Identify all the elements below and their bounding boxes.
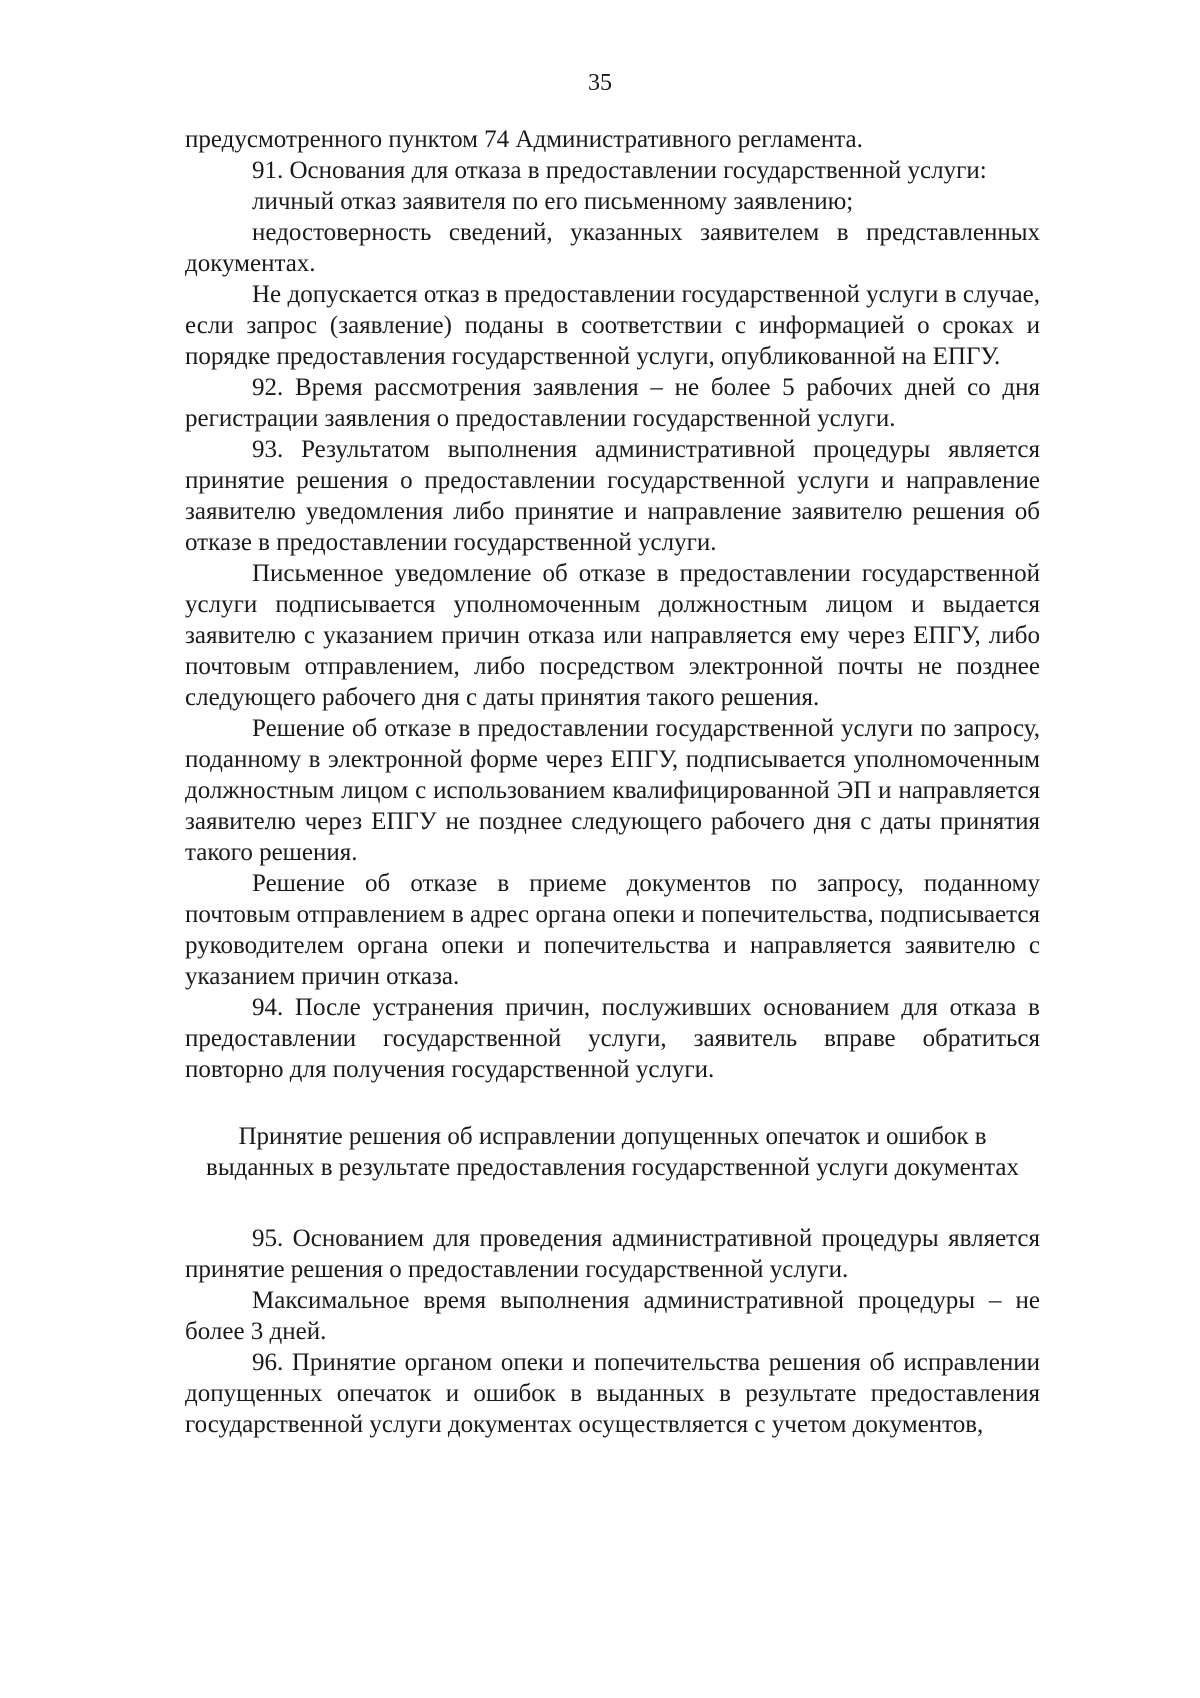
paragraph-no-refusal: Не допускается отказ в предоставлении государственной услуги в случае, если запрос (заявление) поданы в соответствии с информацией о сроках и порядке предоставления государственной услуги, опубликованной на ЕПГУ.	[185, 281, 1040, 370]
paragraph-max-time: Максимальное время выполнения административной процедуры – не более 3 дней.	[185, 1287, 1040, 1345]
paragraph-electronic-refusal: Решение об отказе в предоставлении государственной услуги по запросу, поданному в электронной форме через ЕПГУ, подписывается уполномоченным должностным лицом с использованием квалифицированной ЭП и направляется заявителю через ЕПГУ не позднее следующего рабочего дня с даты принятия такого решения.	[185, 715, 1040, 866]
paragraph-91-item-2: недостоверность сведений, указанных заявителем в представленных документах.	[185, 219, 1040, 277]
paragraph-91-item-1: личный отказ заявителя по его письменному заявлению;	[252, 188, 854, 215]
paragraph-postal-refusal: Решение об отказе в приеме документов по запросу, поданному почтовым отправлением в адрес органа опеки и попечительства, подписывается руководителем органа опеки и попечительства и направляется заявителю с указанием причин отказа.	[185, 870, 1040, 990]
section-heading-line-2: выданных в результате предоставления государственной услуги документах	[206, 1154, 1019, 1181]
paragraph-96: 96. Принятие органом опеки и попечительства решения об исправлении допущенных опечаток и ошибок в выданных в результате предоставления государственной услуги документах осуществляется с учетом документов,	[185, 1349, 1040, 1438]
paragraph-written-notice: Письменное уведомление об отказе в предоставлении государственной услуги подписывается уполномоченным должностным лицом и выдается заявителю с указанием причин отказа или направляется ему через ЕПГУ, либо почтовым отправлением, либо посредством электронной почты не позднее следующего рабочего дня с даты принятия такого решения.	[185, 560, 1040, 711]
paragraph-92: 92. Время рассмотрения заявления – не более 5 рабочих дней со дня регистрации заявления о предоставлении государственной услуги.	[185, 374, 1040, 432]
paragraph-continuation: предусмотренного пунктом 74 Административного регламента.	[185, 126, 863, 153]
paragraph-95: 95. Основанием для проведения административной процедуры является принятие решения о предоставлении государственной услуги.	[185, 1225, 1040, 1283]
paragraph-94: 94. После устранения причин, послуживших основанием для отказа в предоставлении государственной услуги, заявитель вправе обратиться повторно для получения государственной услуги.	[185, 994, 1040, 1083]
page-number: 35	[588, 70, 612, 96]
section-heading	[185, 1121, 1040, 1183]
document-body	[185, 124, 1040, 1440]
section-heading-line-1: Принятие решения об исправлении допущенных опечаток и ошибок в	[238, 1123, 987, 1150]
paragraph-93: 93. Результатом выполнения административной процедуры является принятие решения о предоставлении государственной услуги и направление заявителю уведомления либо принятие и направление заявителю решения об отказе в предоставлении государственной услуги.	[185, 436, 1040, 556]
paragraph-91: 91. Основания для отказа в предоставлении государственной услуги:	[252, 157, 987, 184]
